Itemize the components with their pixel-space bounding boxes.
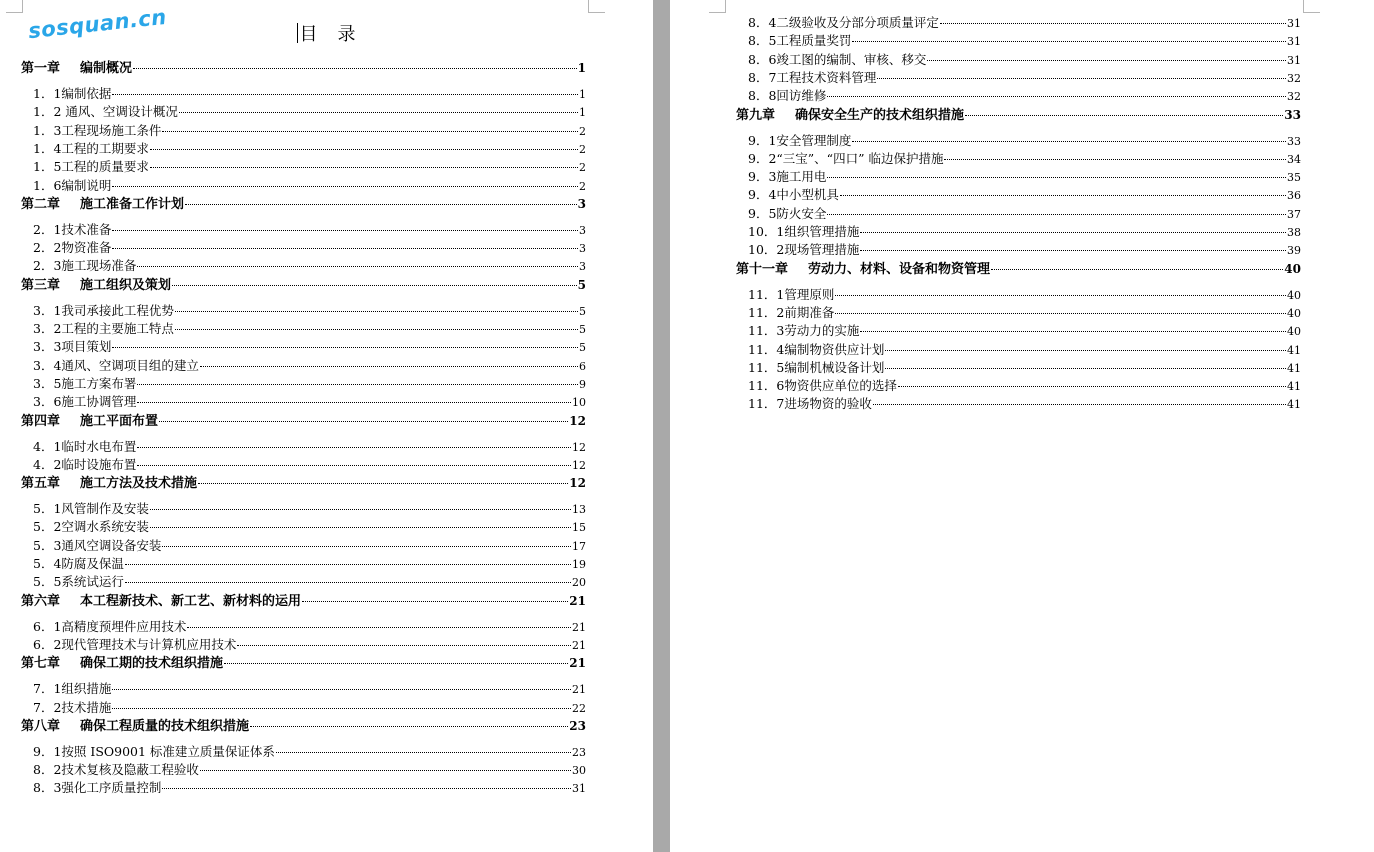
toc-page-number: 2 [579, 179, 586, 193]
toc-section-entry[interactable] [33, 358, 586, 374]
toc-page-number: 41 [1287, 361, 1301, 375]
dot-leader [198, 483, 568, 484]
toc-entry-title: 6．1高精度预埋件应用技术 [33, 618, 187, 634]
toc-page-number: 21 [569, 593, 586, 608]
toc-entry-title [21, 594, 301, 610]
dot-leader [125, 582, 571, 583]
dot-leader [840, 195, 1286, 196]
toc-section-entry[interactable] [33, 762, 586, 778]
toc-entry-title: 5．3通风空调设备安装 [33, 537, 162, 553]
toc-section-entry[interactable] [33, 780, 586, 796]
toc-entry-title: 1．1编制依据 [33, 86, 112, 101]
dot-leader [112, 708, 571, 709]
toc-entry-title [736, 262, 990, 278]
toc-section-entry[interactable] [748, 378, 1301, 394]
toc-entry-title: 9．1安全管理制度 [748, 132, 852, 148]
toc-entry-title: 11．2前期准备 [748, 304, 835, 320]
toc-chapter-title: 施工准备工作计划 [80, 196, 185, 212]
toc-page-number: 40 [1284, 261, 1301, 276]
toc-entry-title: 10．1组织管理措施 [748, 224, 860, 239]
dot-leader [276, 752, 571, 753]
toc-section-entry[interactable] [748, 224, 1301, 240]
dot-leader [877, 78, 1286, 79]
toc-section-entry[interactable] [33, 222, 586, 238]
toc-page-number: 12 [569, 476, 586, 491]
dot-leader [835, 313, 1286, 314]
toc-section-entry[interactable] [33, 619, 586, 635]
toc-entry-title: 2．3施工现场准备 [33, 258, 137, 274]
toc-page-number: 20 [572, 576, 586, 590]
dot-leader [860, 331, 1286, 332]
toc-section-entry[interactable] [33, 104, 586, 120]
toc-page-number: 1 [579, 106, 586, 120]
toc-page-number: 23 [569, 718, 586, 733]
toc-entry-title: 1．3工程现场施工条件 [33, 122, 162, 138]
dot-leader [137, 402, 571, 403]
toc-chapter-title: 施工平面布置 [80, 413, 159, 429]
toc-page-number: 3 [579, 242, 586, 256]
toc-page-number: 5 [579, 341, 586, 355]
toc-page-number: 38 [1287, 226, 1301, 239]
toc-page-number: 5 [579, 323, 586, 336]
toc-chapter-entry[interactable] [21, 196, 586, 212]
toc-page-number: 33 [1287, 134, 1301, 148]
toc-section-entry[interactable] [33, 501, 586, 517]
toc-title[interactable] [0, 20, 653, 46]
toc-page-number: 2 [579, 124, 586, 138]
toc-entry-title: 5．5系统试运行 [33, 574, 124, 590]
toc-chapter-number: 第三章 [21, 277, 61, 293]
toc-page-number: 1 [577, 61, 586, 75]
toc-page-number: 21 [572, 683, 586, 697]
toc-chapter-title: 本工程新技术、新工艺、新材料的运用 [80, 593, 302, 609]
dot-leader [150, 527, 571, 528]
toc-page-number: 32 [1287, 71, 1301, 85]
toc-section-entry[interactable] [748, 206, 1301, 222]
toc-section-entry[interactable] [748, 342, 1301, 358]
toc-entry-title: 11．6物资供应单位的选择 [748, 378, 897, 394]
toc-entry-title [21, 61, 132, 77]
toc-chapter-title: 编制概况 [80, 61, 133, 76]
toc-page-number: 13 [572, 503, 586, 517]
dot-leader [159, 421, 568, 422]
toc-entry-title: 8．5工程质量奖罚 [748, 33, 852, 49]
dot-leader [860, 250, 1286, 251]
toc-entry-title: 8．7工程技术资料管理 [748, 69, 877, 85]
toc-page-number: 40 [1287, 306, 1301, 320]
toc-entry-title: 8．3强化工序质量控制 [33, 780, 162, 796]
toc-page-number: 21 [572, 638, 586, 652]
toc-entry-title: 11．7进场物资的验收 [748, 396, 872, 412]
toc-entry-title: 8．2技术复核及隐蔽工程验收 [33, 762, 199, 778]
toc-page-number: 2 [579, 161, 586, 175]
toc-page-number: 5 [577, 277, 586, 292]
page-corner-mark [709, 0, 726, 13]
toc-section-entry[interactable] [33, 178, 586, 194]
toc-section-entry[interactable] [748, 15, 1301, 31]
dot-leader [185, 204, 577, 205]
toc-page-number: 36 [1287, 189, 1301, 203]
toc-section-entry[interactable] [33, 141, 586, 157]
dot-leader [112, 230, 578, 231]
toc-section-entry[interactable] [33, 744, 586, 760]
toc-entry-title: 9．2“三宝”、“四口” 临边保护措施 [748, 150, 944, 166]
dot-leader [137, 465, 571, 466]
toc-page-number: 31 [1287, 53, 1301, 67]
toc-chapter-title: 施工方法及技术措施 [80, 476, 198, 492]
toc-page-number: 41 [1287, 398, 1301, 412]
toc-entry-title: 11．3劳动力的实施 [748, 323, 860, 339]
toc-entry-title: 1．4工程的工期要求 [33, 140, 149, 156]
toc-chapter-entry[interactable] [21, 277, 586, 293]
dot-leader [852, 141, 1286, 142]
toc-section-entry[interactable] [33, 376, 586, 392]
toc-page-number: 40 [1287, 288, 1301, 302]
dot-leader [150, 149, 578, 150]
toc-entry-title: 9．4中小型机具 [748, 187, 839, 203]
text-cursor [297, 23, 298, 43]
toc-entry-title: 8．6竣工图的编制、审核、移交 [748, 51, 927, 67]
dot-leader [885, 368, 1286, 369]
toc-section-entry[interactable] [748, 323, 1301, 339]
dot-leader [965, 115, 1283, 116]
toc-section-entry[interactable] [33, 339, 586, 355]
dot-leader [944, 159, 1286, 160]
toc-entry-title: 3．6施工协调管理 [33, 394, 137, 410]
toc-entry-title: 7．1组织措施 [33, 681, 112, 697]
toc-entry-title: 11．4编制物资供应计划 [748, 341, 885, 357]
dot-leader [927, 60, 1286, 61]
toc-entry-title: 2．1技术准备 [33, 221, 112, 237]
toc-section-entry[interactable] [33, 439, 586, 455]
dot-leader [112, 94, 578, 95]
toc-entry-title [21, 278, 171, 294]
toc-page-number: 40 [1287, 325, 1301, 339]
dot-leader [873, 404, 1286, 405]
toc-chapter-entry[interactable] [21, 593, 586, 609]
toc-chapter-entry[interactable] [21, 413, 586, 429]
toc-entry-title: 7．2技术措施 [33, 699, 112, 715]
dot-leader [137, 266, 578, 267]
toc-section-entry[interactable] [748, 151, 1301, 167]
toc-page-number: 12 [572, 440, 586, 454]
toc-entry-title: 11．1管理原则 [748, 286, 835, 302]
toc-entry-title: 3．1我司承接此工程优势 [33, 302, 174, 318]
toc-section-entry[interactable] [748, 287, 1301, 303]
toc-page-number: 41 [1287, 380, 1301, 394]
toc-section-entry[interactable] [748, 52, 1301, 68]
toc-entry-title: 5．2空调水系统安装 [33, 519, 149, 535]
toc-section-entry[interactable] [33, 457, 586, 473]
page-corner-mark [588, 0, 605, 13]
toc-chapter-entry[interactable] [21, 60, 586, 76]
toc-section-entry[interactable] [33, 637, 586, 653]
toc-entry-title: 6．2现代管理技术与计算机应用技术 [33, 636, 237, 652]
toc-page-number: 15 [572, 521, 586, 535]
toc-chapter-title: 确保工期的技术组织措施 [80, 656, 224, 672]
toc-section-entry[interactable] [33, 321, 586, 337]
dot-leader [112, 248, 578, 249]
dot-leader [250, 726, 568, 727]
dot-leader [112, 689, 571, 690]
toc-entry-title: 1．6编制说明 [33, 177, 112, 193]
toc-entry-title: 4．1临时水电布置 [33, 438, 137, 454]
toc-entry-title: 4．2临时设施布置 [33, 456, 137, 472]
toc-page-number: 10 [572, 396, 586, 410]
toc-entry-title [21, 476, 197, 492]
toc-entry-title: 9．3施工用电 [748, 169, 827, 185]
dot-leader [133, 68, 577, 69]
document-page-left [0, 0, 653, 852]
dot-leader [125, 564, 571, 565]
toc-entry-title: 5．4防腐及保温 [33, 556, 124, 571]
toc-chapter-title: 确保工程质量的技术组织措施 [80, 718, 250, 734]
dot-leader [224, 663, 568, 664]
dot-leader [302, 601, 568, 602]
toc-page-number: 12 [569, 413, 586, 428]
toc-entry-title [21, 414, 158, 430]
dot-leader [137, 384, 578, 385]
toc-entry-title: 5．1风管制作及安装 [33, 501, 149, 517]
dot-leader [162, 788, 571, 789]
toc-entry-title: 3．4通风、空调项目组的建立 [33, 357, 199, 373]
dot-leader [885, 350, 1286, 351]
toc-page-number: 31 [1287, 35, 1301, 49]
toc-chapter-number: 第七章 [21, 656, 61, 672]
toc-section-entry[interactable] [33, 86, 586, 102]
toc-section-entry[interactable] [748, 360, 1301, 376]
dot-leader [237, 645, 571, 646]
toc-page-number: 39 [1287, 244, 1301, 258]
toc-chapter-number: 第二章 [21, 196, 61, 212]
toc-page-number: 19 [572, 558, 586, 571]
toc-chapter-number: 第十一章 [736, 261, 789, 277]
toc-entry-title: 2．2物资准备 [33, 240, 112, 256]
toc-page-number: 1 [579, 88, 586, 101]
dot-leader [200, 770, 571, 771]
dot-leader [200, 366, 578, 367]
toc-section-entry[interactable] [748, 169, 1301, 185]
toc-page-number: 22 [572, 701, 586, 715]
toc-page-number: 6 [579, 359, 586, 373]
toc-chapter-entry[interactable] [21, 475, 586, 491]
toc-entry-title: 3．3项目策划 [33, 339, 112, 355]
toc-entry-title: 1．2 通风、空调设计概况 [33, 104, 178, 120]
toc-entry-title: 8．4二级验收及分部分项质量评定 [748, 15, 939, 30]
toc-chapter-number: 第一章 [21, 61, 61, 76]
toc-page-number: 17 [572, 539, 586, 553]
dot-leader [150, 509, 571, 510]
toc-page-number: 35 [1287, 171, 1301, 185]
toc-section-entry[interactable] [33, 681, 586, 697]
dot-leader [162, 131, 578, 132]
toc-page-number: 5 [579, 304, 586, 318]
toc-chapter-title: 确保安全生产的技术组织措施 [795, 107, 965, 123]
toc-entry-title: 11．5编制机械设备计划 [748, 359, 885, 375]
toc-section-entry[interactable] [748, 187, 1301, 203]
toc-section-entry[interactable] [33, 700, 586, 716]
toc-section-entry[interactable] [748, 133, 1301, 149]
dot-leader [112, 347, 578, 348]
toc-section-entry[interactable] [33, 556, 586, 572]
dot-leader [137, 447, 571, 448]
dot-leader [112, 186, 578, 187]
toc-section-entry[interactable] [748, 33, 1301, 49]
toc-page-number: 37 [1287, 207, 1301, 221]
toc-chapter-number: 第九章 [736, 107, 776, 123]
toc-chapter-entry[interactable] [736, 261, 1301, 277]
dot-leader [852, 41, 1286, 42]
toc-section-entry[interactable] [33, 123, 586, 139]
toc-page-number: 9 [579, 377, 586, 391]
dot-leader [175, 329, 578, 330]
dot-leader [175, 311, 578, 312]
dot-leader [162, 546, 571, 547]
toc-section-entry[interactable] [748, 88, 1301, 104]
toc-entry-title [21, 656, 223, 672]
toc-section-entry[interactable] [33, 574, 586, 590]
toc-entry-title: 8．8回访维修 [748, 88, 827, 104]
toc-page-number: 34 [1287, 152, 1301, 166]
toc-entry-title: 1．5工程的质量要求 [33, 159, 149, 175]
toc-page-number: 21 [572, 620, 586, 634]
dot-leader [150, 167, 578, 168]
toc-page-number: 23 [572, 745, 586, 759]
toc-page-number: 3 [579, 223, 586, 237]
dot-leader [827, 214, 1286, 215]
toc-page-number: 3 [577, 196, 586, 211]
toc-chapter-number: 第五章 [21, 476, 61, 492]
toc-section-entry[interactable] [748, 70, 1301, 86]
dot-leader [179, 112, 578, 113]
dot-leader [898, 386, 1286, 387]
toc-chapter-number: 第六章 [21, 593, 61, 609]
toc-section-entry[interactable] [33, 538, 586, 554]
toc-entry-title [21, 719, 249, 735]
toc-chapter-number: 第八章 [21, 718, 61, 734]
toc-chapter-entry[interactable] [21, 718, 586, 734]
toc-chapter-entry[interactable] [736, 107, 1301, 123]
toc-entry-title: 9．1按照 ISO9001 标准建立质量保证体系 [33, 743, 275, 759]
dot-leader [835, 295, 1286, 296]
toc-page-number: 12 [572, 458, 586, 472]
document-page-right [670, 0, 1374, 852]
toc-entry-title: 3．5施工方案布署 [33, 375, 137, 391]
toc-page-number: 2 [579, 142, 586, 156]
dot-leader [940, 23, 1286, 24]
dot-leader [827, 177, 1286, 178]
toc-section-entry[interactable] [33, 394, 586, 410]
toc-chapter-title: 劳动力、材料、设备和物资管理 [808, 261, 991, 277]
toc-page-number: 3 [579, 260, 586, 274]
toc-page-number: 30 [572, 764, 586, 778]
watermark: sosquan.cn [27, 4, 168, 44]
toc-section-entry[interactable] [33, 519, 586, 535]
toc-section-entry[interactable] [33, 159, 586, 175]
toc-entry-title: 3．2工程的主要施工特点 [33, 321, 174, 336]
toc-page-number: 31 [572, 782, 586, 796]
toc-section-entry[interactable] [748, 242, 1301, 258]
toc-entry-title: 9．5防火安全 [748, 205, 827, 221]
dot-leader [991, 269, 1283, 270]
toc-entry-title: 10．2现场管理措施 [748, 242, 860, 258]
dot-leader [187, 627, 571, 628]
toc-page-number: 21 [569, 656, 586, 671]
toc-page-number: 33 [1284, 107, 1301, 122]
toc-title-text: 目 录 [299, 24, 357, 45]
dot-leader [172, 285, 577, 286]
toc-page-number: 41 [1287, 343, 1301, 357]
toc-section-entry[interactable] [748, 305, 1301, 321]
toc-section-entry[interactable] [33, 303, 586, 319]
toc-page-number: 31 [1287, 17, 1301, 30]
toc-page-number: 32 [1287, 90, 1301, 104]
toc-section-entry[interactable] [748, 396, 1301, 412]
toc-entry-title [736, 108, 964, 124]
toc-entry-title [21, 197, 184, 213]
toc-section-entry[interactable] [33, 258, 586, 274]
toc-chapter-number: 第四章 [21, 413, 61, 429]
page-corner-mark [6, 0, 23, 13]
page-corner-mark [1303, 0, 1320, 13]
toc-chapter-title: 施工组织及策划 [80, 277, 172, 293]
dot-leader [860, 232, 1286, 233]
dot-leader [827, 96, 1286, 97]
toc-chapter-entry[interactable] [21, 655, 586, 671]
toc-section-entry[interactable] [33, 240, 586, 256]
